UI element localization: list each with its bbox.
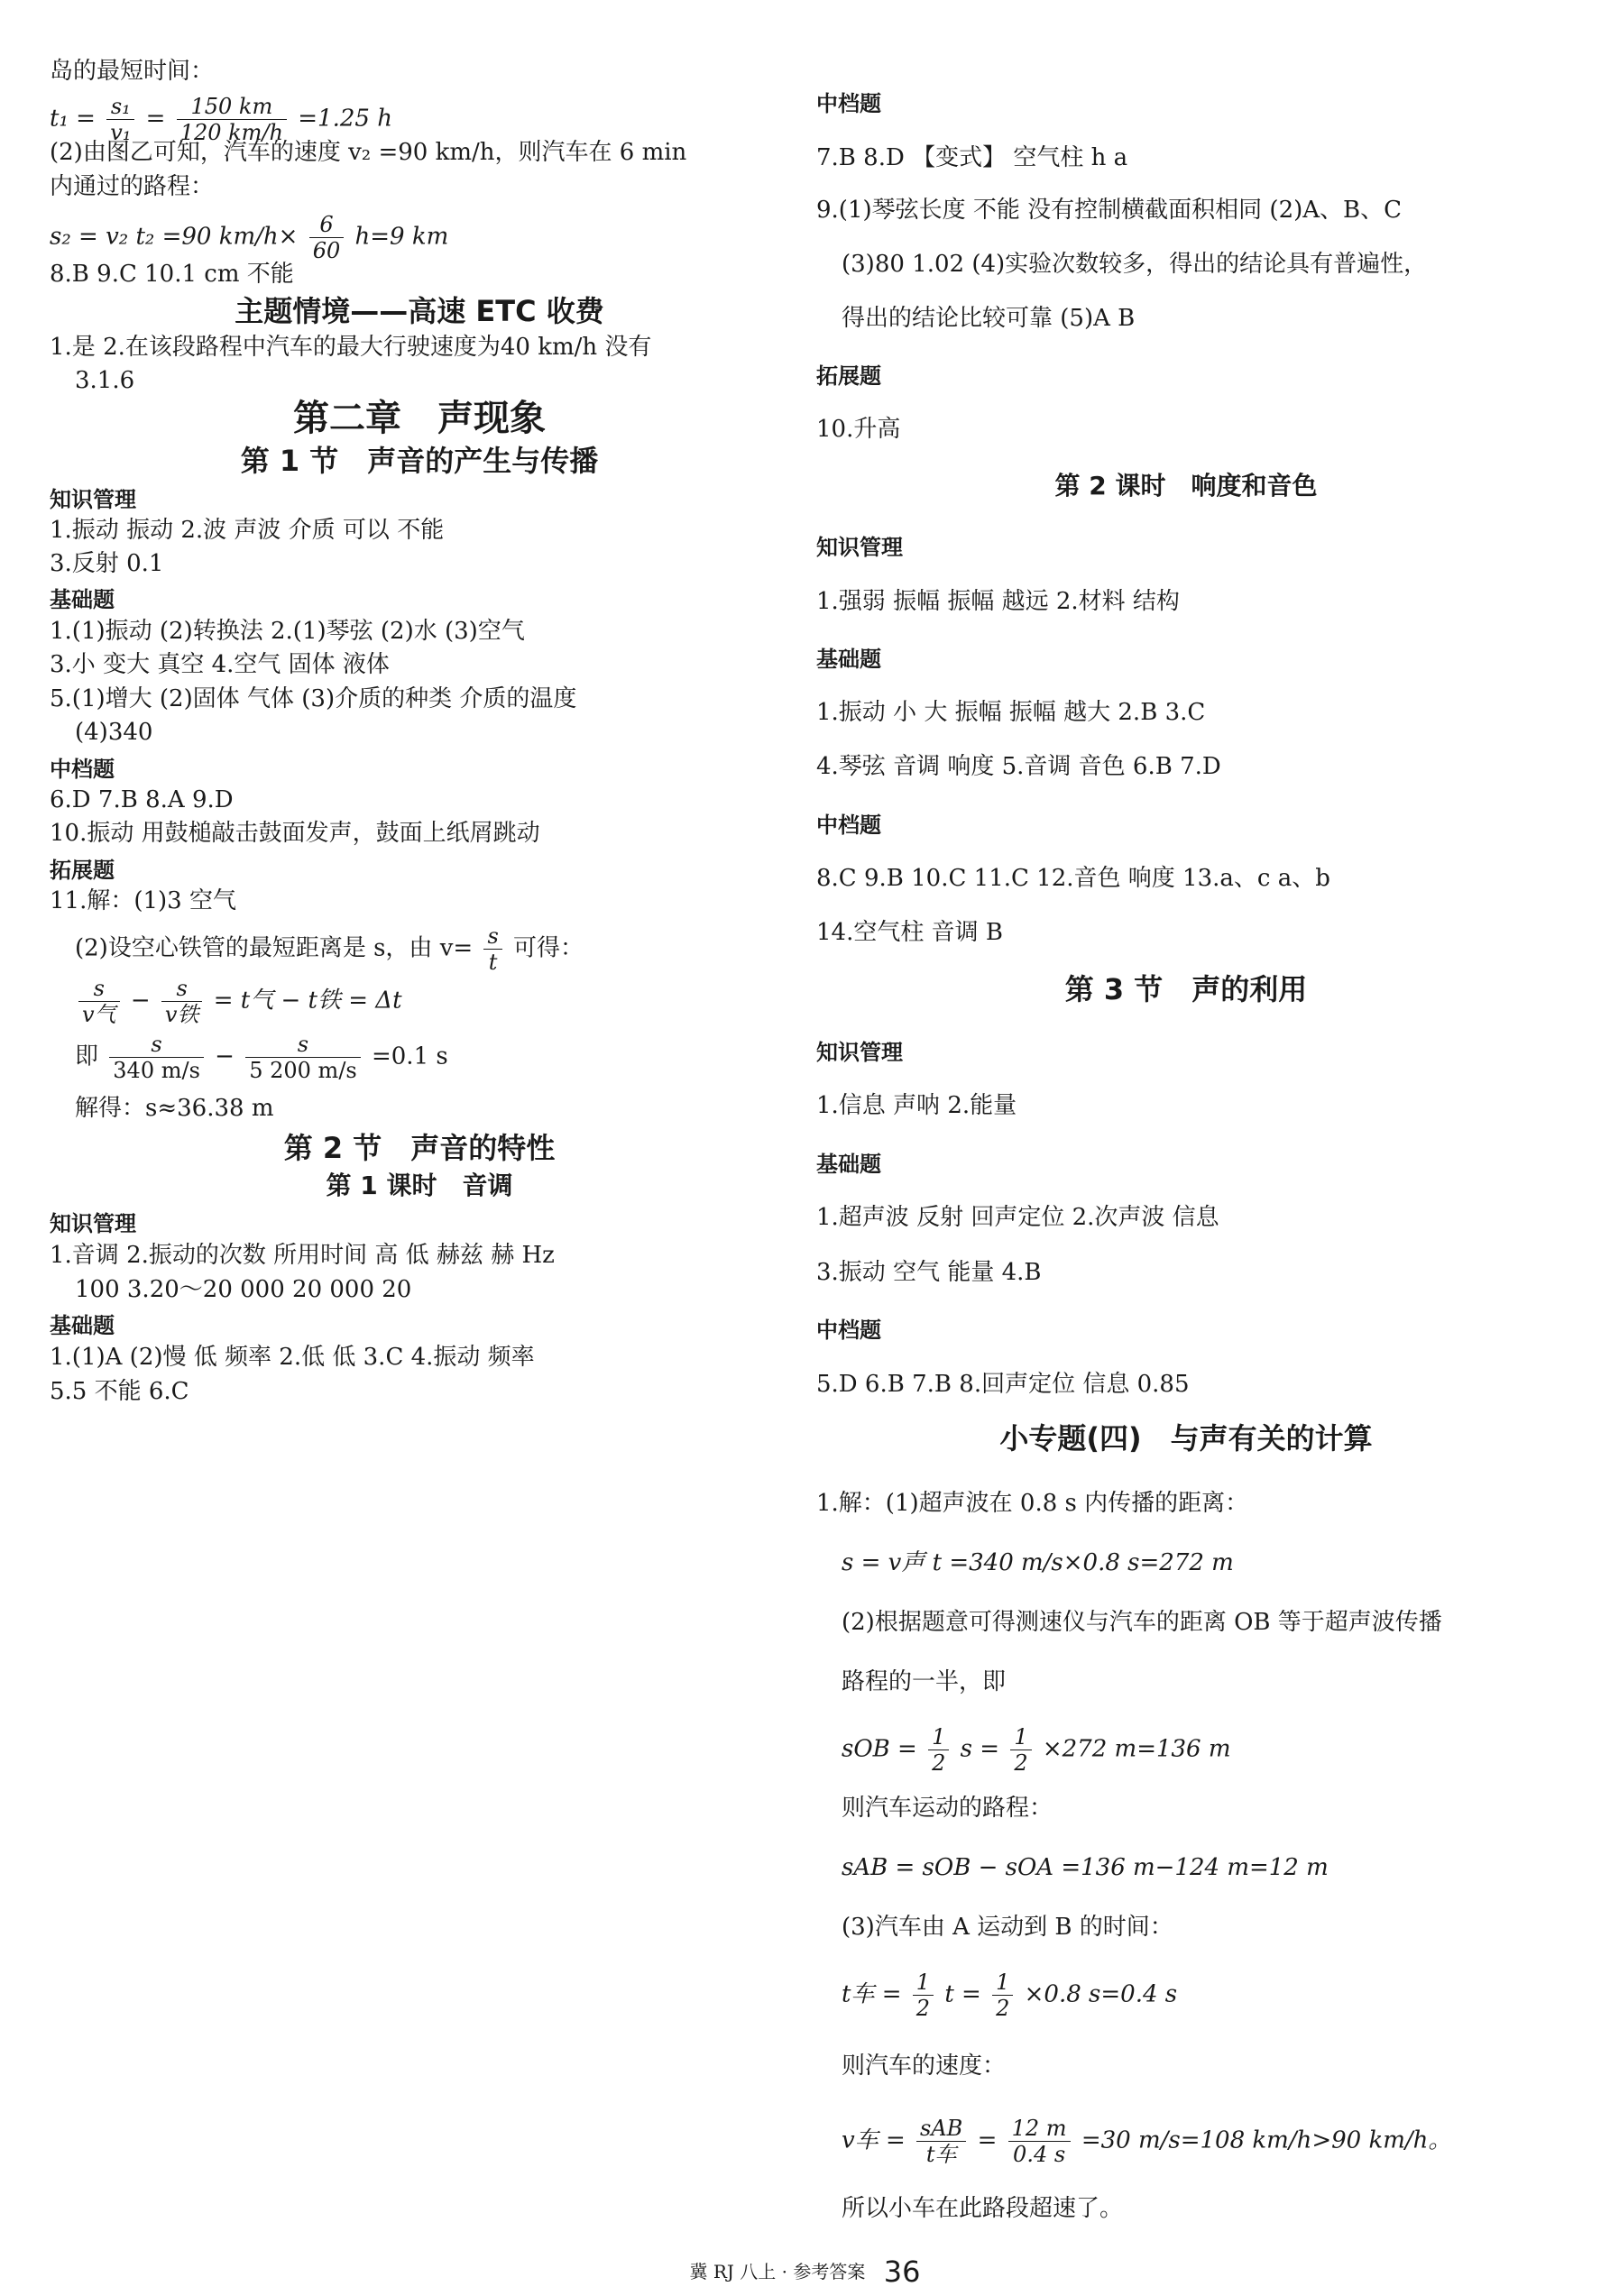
fraction	[916, 2116, 966, 2167]
numerator: 12 m	[1008, 2116, 1071, 2142]
answer-line: 8.C 9.B 10.C 11.C 12.音色 响度 13.a、c a、b	[816, 865, 1330, 892]
formula-part: h=9 km	[354, 223, 449, 251]
denominator: 60	[312, 238, 341, 263]
formula-part: t₁ =	[50, 105, 96, 133]
subheading: 知识管理	[816, 535, 903, 560]
subheading: 基础题	[816, 647, 881, 672]
formula-part: =	[145, 105, 166, 133]
formula-part: t =	[944, 1980, 981, 2008]
fraction	[245, 1032, 361, 1083]
formula-part: s₂ = v₂ t₂ =90 km/h×	[50, 223, 299, 251]
answer-line: 路程的一半，即	[842, 1668, 1007, 1695]
formula-line	[50, 923, 584, 975]
subheading: 知识管理	[50, 1211, 136, 1236]
answer-line: 得出的结论比较可靠 (5)A B	[842, 305, 1136, 332]
text-line: (2)由图乙可知，汽车的速度 v₂ =90 km/h，则汽车在 6 min	[50, 139, 687, 166]
formula-line	[816, 1724, 1231, 1776]
formula-part: (2)设空心铁管的最短距离是 s，由 v=	[75, 934, 474, 962]
formula-part: 即	[75, 1042, 99, 1070]
text-line: 岛的最短时间：	[50, 58, 215, 85]
topic-title: 小专题(四) 与声有关的计算	[999, 1421, 1373, 1456]
fraction	[309, 212, 345, 263]
answer-line: 1.信息 声呐 2.能量	[816, 1092, 1017, 1119]
answer-line: 1.超声波 反射 回声定位 2.次声波 信息	[816, 1204, 1219, 1231]
subheading: 中档题	[816, 1318, 881, 1343]
answer-line: (3)汽车由 A 运动到 B 的时间：	[842, 1914, 1173, 1941]
numerator: 1	[992, 1970, 1013, 1996]
section-title: 第 2 节 声音的特性	[283, 1131, 556, 1165]
subheading: 中档题	[816, 91, 881, 116]
formula-part: =1.25 h	[298, 105, 392, 133]
numerator: sAB	[916, 2116, 966, 2142]
fraction	[161, 976, 203, 1027]
numerator: s	[109, 1032, 204, 1058]
answer-line: 4.琴弦 音调 响度 5.音调 音色 6.B 7.D	[816, 753, 1221, 780]
numerator: s	[483, 923, 501, 950]
denominator: v铁	[164, 1002, 199, 1027]
formula-line	[816, 1970, 1177, 2021]
answer-line: (2)根据题意可得测速仪与汽车的距离 OB 等于超声波传播	[842, 1609, 1442, 1636]
footer-label: 冀 RJ 八上 · 参考答案	[689, 2261, 866, 2282]
page-footer	[0, 2255, 1610, 2289]
answer-line: 1.强弱 振幅 振幅 越远 2.材料 结构	[816, 588, 1180, 615]
denominator: v气	[82, 1002, 116, 1027]
answer-line: 1.是 2.在该段路程中汽车的最大行驶速度为40 km/h 没有	[50, 334, 652, 361]
answer-line: 6.D 7.B 8.A 9.D	[50, 786, 234, 813]
formula-part: −	[130, 987, 151, 1015]
numerator: s₁	[106, 94, 134, 120]
denominator: 0.4 s	[1013, 2142, 1066, 2167]
answer-line: 8.B 9.C 10.1 cm 不能	[50, 261, 294, 288]
denominator: 120 km/h	[179, 120, 283, 145]
numerator: 1	[928, 1724, 949, 1750]
answer-line: 1.振动 振动 2.波 声波 介质 可以 不能	[50, 517, 445, 544]
answer-line: 1.解：(1)超声波在 0.8 s 内传播的距离：	[816, 1490, 1249, 1517]
answer-line: 所以小车在此路段超速了。	[842, 2195, 1124, 2222]
answer-line: 11.解：(1)3 空气	[50, 887, 236, 914]
denominator: 5 200 m/s	[249, 1058, 357, 1083]
answer-line: 9.(1)琴弦长度 不能 没有控制横截面积相同 (2)A、B、C	[816, 197, 1403, 224]
formula-line	[50, 1032, 448, 1083]
denominator: 2	[996, 1996, 1010, 2021]
answer-line: 则汽车的速度：	[842, 2053, 1007, 2080]
denominator: 340 m/s	[113, 1058, 200, 1083]
formula-part: ×0.8 s=0.4 s	[1024, 1980, 1178, 2008]
fraction	[928, 1724, 949, 1776]
numerator: s	[161, 976, 203, 1002]
numerator: 1	[1010, 1724, 1031, 1750]
answer-line: 3.小 变大 真空 4.空气 固体 液体	[50, 651, 390, 678]
answer-line: (3)80 1.02 (4)实验次数较多，得出的结论具有普遍性，	[842, 251, 1428, 278]
denominator: t	[488, 950, 498, 975]
numerator: 150 km	[177, 94, 287, 120]
formula-part: =0.1 s	[371, 1042, 448, 1070]
fraction	[483, 923, 501, 975]
section-title: 第 1 节 声音的产生与传播	[240, 444, 599, 478]
lesson-title: 第 2 课时 响度和音色	[1054, 471, 1318, 501]
answer-line: 5.(1)增大 (2)固体 气体 (3)介质的种类 介质的温度	[50, 685, 577, 712]
formula-line: s = v声 t =340 m/s×0.8 s=272 m	[842, 1549, 1234, 1576]
formula-part: 可得：	[513, 934, 584, 962]
denominator: 2	[1014, 1750, 1028, 1776]
subheading: 拓展题	[50, 858, 115, 883]
answer-line: 解得：s≈36.38 m	[75, 1095, 274, 1122]
answer-line: 100 3.20～20 000 20 000 20	[75, 1276, 412, 1303]
denominator: t车	[925, 2142, 957, 2167]
answer-line: (4)340	[75, 719, 153, 746]
answer-line: 1.(1)A (2)慢 低 频率 2.低 低 3.C 4.振动 频率	[50, 1344, 535, 1371]
answer-line: 10.升高	[816, 416, 901, 443]
formula-line	[50, 976, 402, 1027]
formula-line	[816, 2116, 1451, 2167]
answer-line: 3.1.6	[75, 367, 135, 394]
denominator: 2	[932, 1750, 946, 1776]
lesson-title: 第 1 课时 音调	[326, 1171, 513, 1200]
answer-line: 1.音调 2.振动的次数 所用时间 高 低 赫兹 赫 Hz	[50, 1242, 555, 1269]
subheading: 中档题	[816, 813, 881, 838]
fraction	[913, 1970, 934, 2021]
subheading: 拓展题	[816, 363, 881, 389]
answer-line: 5.D 6.B 7.B 8.回声定位 信息 0.85	[816, 1371, 1190, 1398]
formula-part: =30 m/s=108 km/h>90 km/h。	[1081, 2126, 1452, 2154]
numerator: s	[245, 1032, 361, 1058]
subheading: 基础题	[50, 587, 115, 612]
answer-line: 3.反射 0.1	[50, 550, 164, 577]
answer-line: 则汽车运动的路程：	[842, 1795, 1053, 1822]
denominator: 2	[915, 1996, 931, 2021]
formula-part: ×272 m=136 m	[1042, 1735, 1231, 1763]
numerator: 6	[309, 212, 345, 238]
subheading: 知识管理	[50, 487, 136, 512]
formula-part: = t气 − t铁 = Δt	[213, 987, 402, 1015]
answer-line: 7.B 8.D 【变式】 空气柱 h a	[816, 144, 1128, 171]
answer-line: 5.5 不能 6.C	[50, 1378, 189, 1405]
formula-part: −	[215, 1042, 235, 1070]
answer-line: 1.振动 小 大 振幅 振幅 越大 2.B 3.C	[816, 699, 1206, 726]
subheading: 中档题	[50, 757, 115, 782]
numerator: 1	[913, 1970, 934, 1996]
answer-line: 3.振动 空气 能量 4.B	[816, 1259, 1042, 1286]
subheading: 知识管理	[816, 1040, 903, 1065]
theme-title: 主题情境——高速 ETC 收费	[235, 294, 604, 328]
formula-part: v车 =	[842, 2126, 906, 2154]
formula-part: s =	[960, 1735, 1000, 1763]
formula-s2	[50, 212, 448, 263]
formula-line: sAB = sOB − sOA =136 m−124 m=12 m	[842, 1854, 1329, 1881]
fraction	[1010, 1724, 1031, 1776]
fraction	[109, 1032, 204, 1083]
formula-part: =	[977, 2126, 998, 2154]
page-number: 36	[883, 2255, 921, 2289]
fraction	[992, 1970, 1013, 2021]
formula-part: t车 =	[842, 1980, 902, 2008]
denominator: v₁	[110, 120, 132, 145]
text-line: 内通过的路程：	[50, 173, 215, 200]
fraction	[1008, 2116, 1071, 2167]
subheading: 基础题	[816, 1152, 881, 1177]
formula-part: sOB =	[842, 1735, 917, 1763]
numerator: s	[78, 976, 120, 1002]
chapter-title: 第二章 声现象	[293, 398, 546, 439]
answer-line: 1.(1)振动 (2)转换法 2.(1)琴弦 (2)水 (3)空气	[50, 618, 525, 645]
section-title: 第 3 节 声的利用	[1064, 972, 1308, 1006]
fraction	[78, 976, 120, 1027]
answer-line: 10.振动 用鼓槌敲击鼓面发声，鼓面上纸屑跳动	[50, 820, 540, 847]
answer-line: 14.空气柱 音调 B	[816, 919, 1003, 946]
subheading: 基础题	[50, 1313, 115, 1338]
